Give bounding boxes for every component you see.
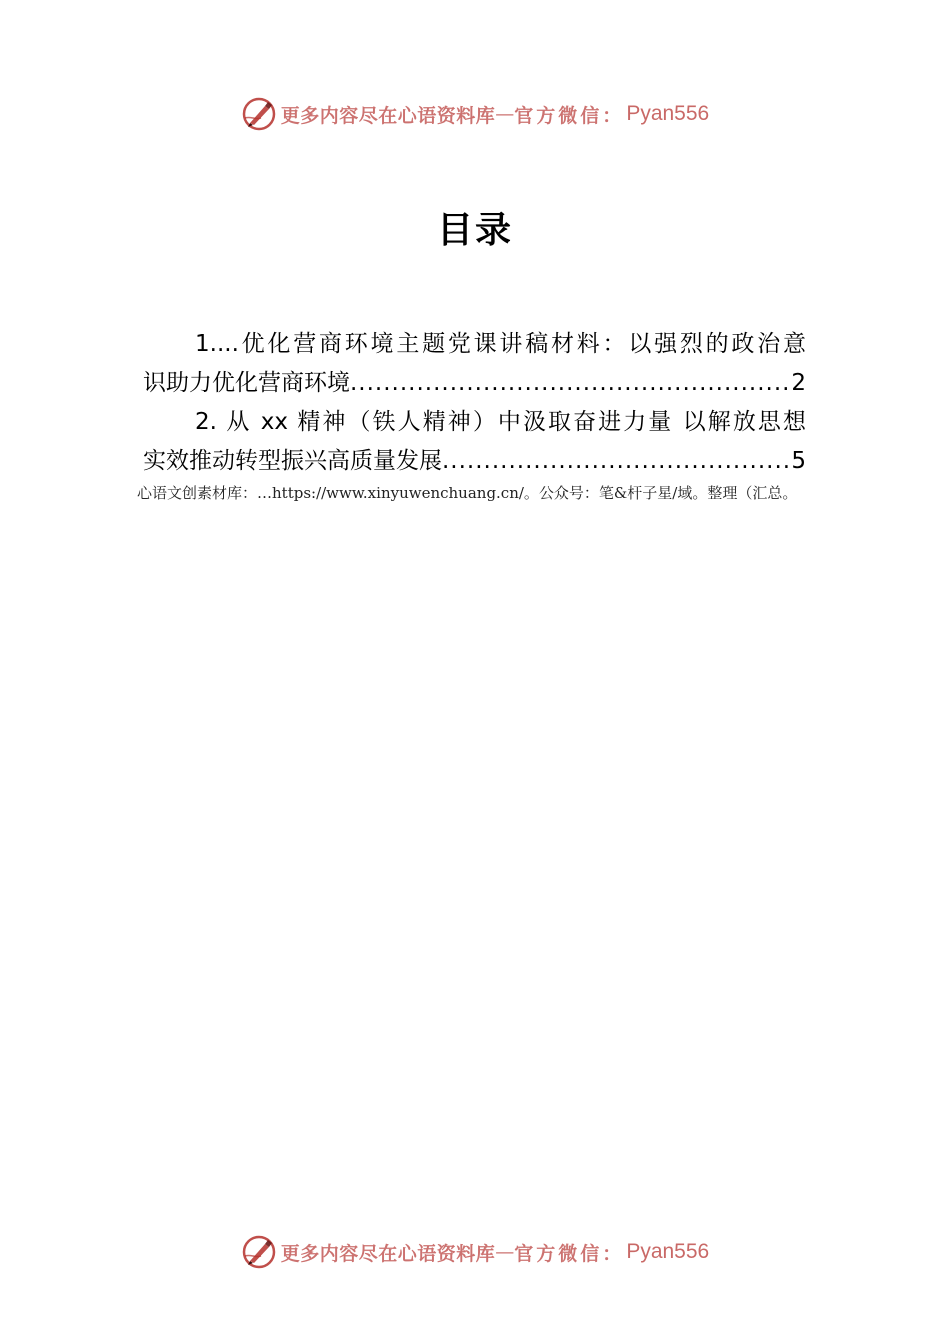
toc-entry-1[interactable] (143, 325, 806, 403)
pen-seal-logo-icon (241, 1234, 277, 1270)
header-banner-separator: — (495, 103, 515, 125)
page-title: 目录 (436, 209, 513, 251)
header-banner-wechat-label: 官方微信： (514, 104, 625, 127)
footer-banner-wechat-id: Pyan556 (626, 1240, 710, 1263)
toc-entry-2[interactable] (143, 403, 806, 481)
footer-banner-text: 更多内容尽在心语资料库 (280, 1242, 496, 1265)
toc-entry-1-line2 (143, 364, 806, 403)
toc-entry-2-line2 (143, 442, 806, 481)
header-banner-wechat-id: Pyan556 (626, 102, 710, 125)
footer-banner (0, 1232, 950, 1272)
toc-entry-2-title-end: 实效推动转型振兴高质量发展 (143, 448, 442, 474)
footer-banner-separator: — (495, 1241, 515, 1263)
toc-entry-1-line1: 1....优化营商环境主题党课讲稿材料：以强烈的政治意 (195, 331, 806, 357)
footer-banner-wechat-label: 官方微信： (514, 1242, 625, 1265)
toc-entry-2-page-number: 5 (791, 448, 806, 474)
source-note: 心语文创素材库：…https://www.xinyuwenchuang.cn/。公众号：笔&杆子星/域。整理（汇总。 (137, 484, 798, 502)
toc-entry-2-leader (442, 442, 789, 481)
pen-seal-logo-icon (241, 96, 277, 132)
toc-entry-1-title-end: 识助力优化营商环境 (143, 370, 350, 396)
toc-entry-1-page-number: 2 (791, 370, 806, 396)
header-banner-text: 更多内容尽在心语资料库 (280, 104, 496, 127)
toc-entry-1-leader (350, 364, 789, 403)
header-banner (0, 94, 950, 134)
table-of-contents (143, 325, 806, 481)
toc-entry-2-line1: 2. 从 xx 精神（铁人精神）中汲取奋进力量 以解放思想 (195, 409, 806, 435)
